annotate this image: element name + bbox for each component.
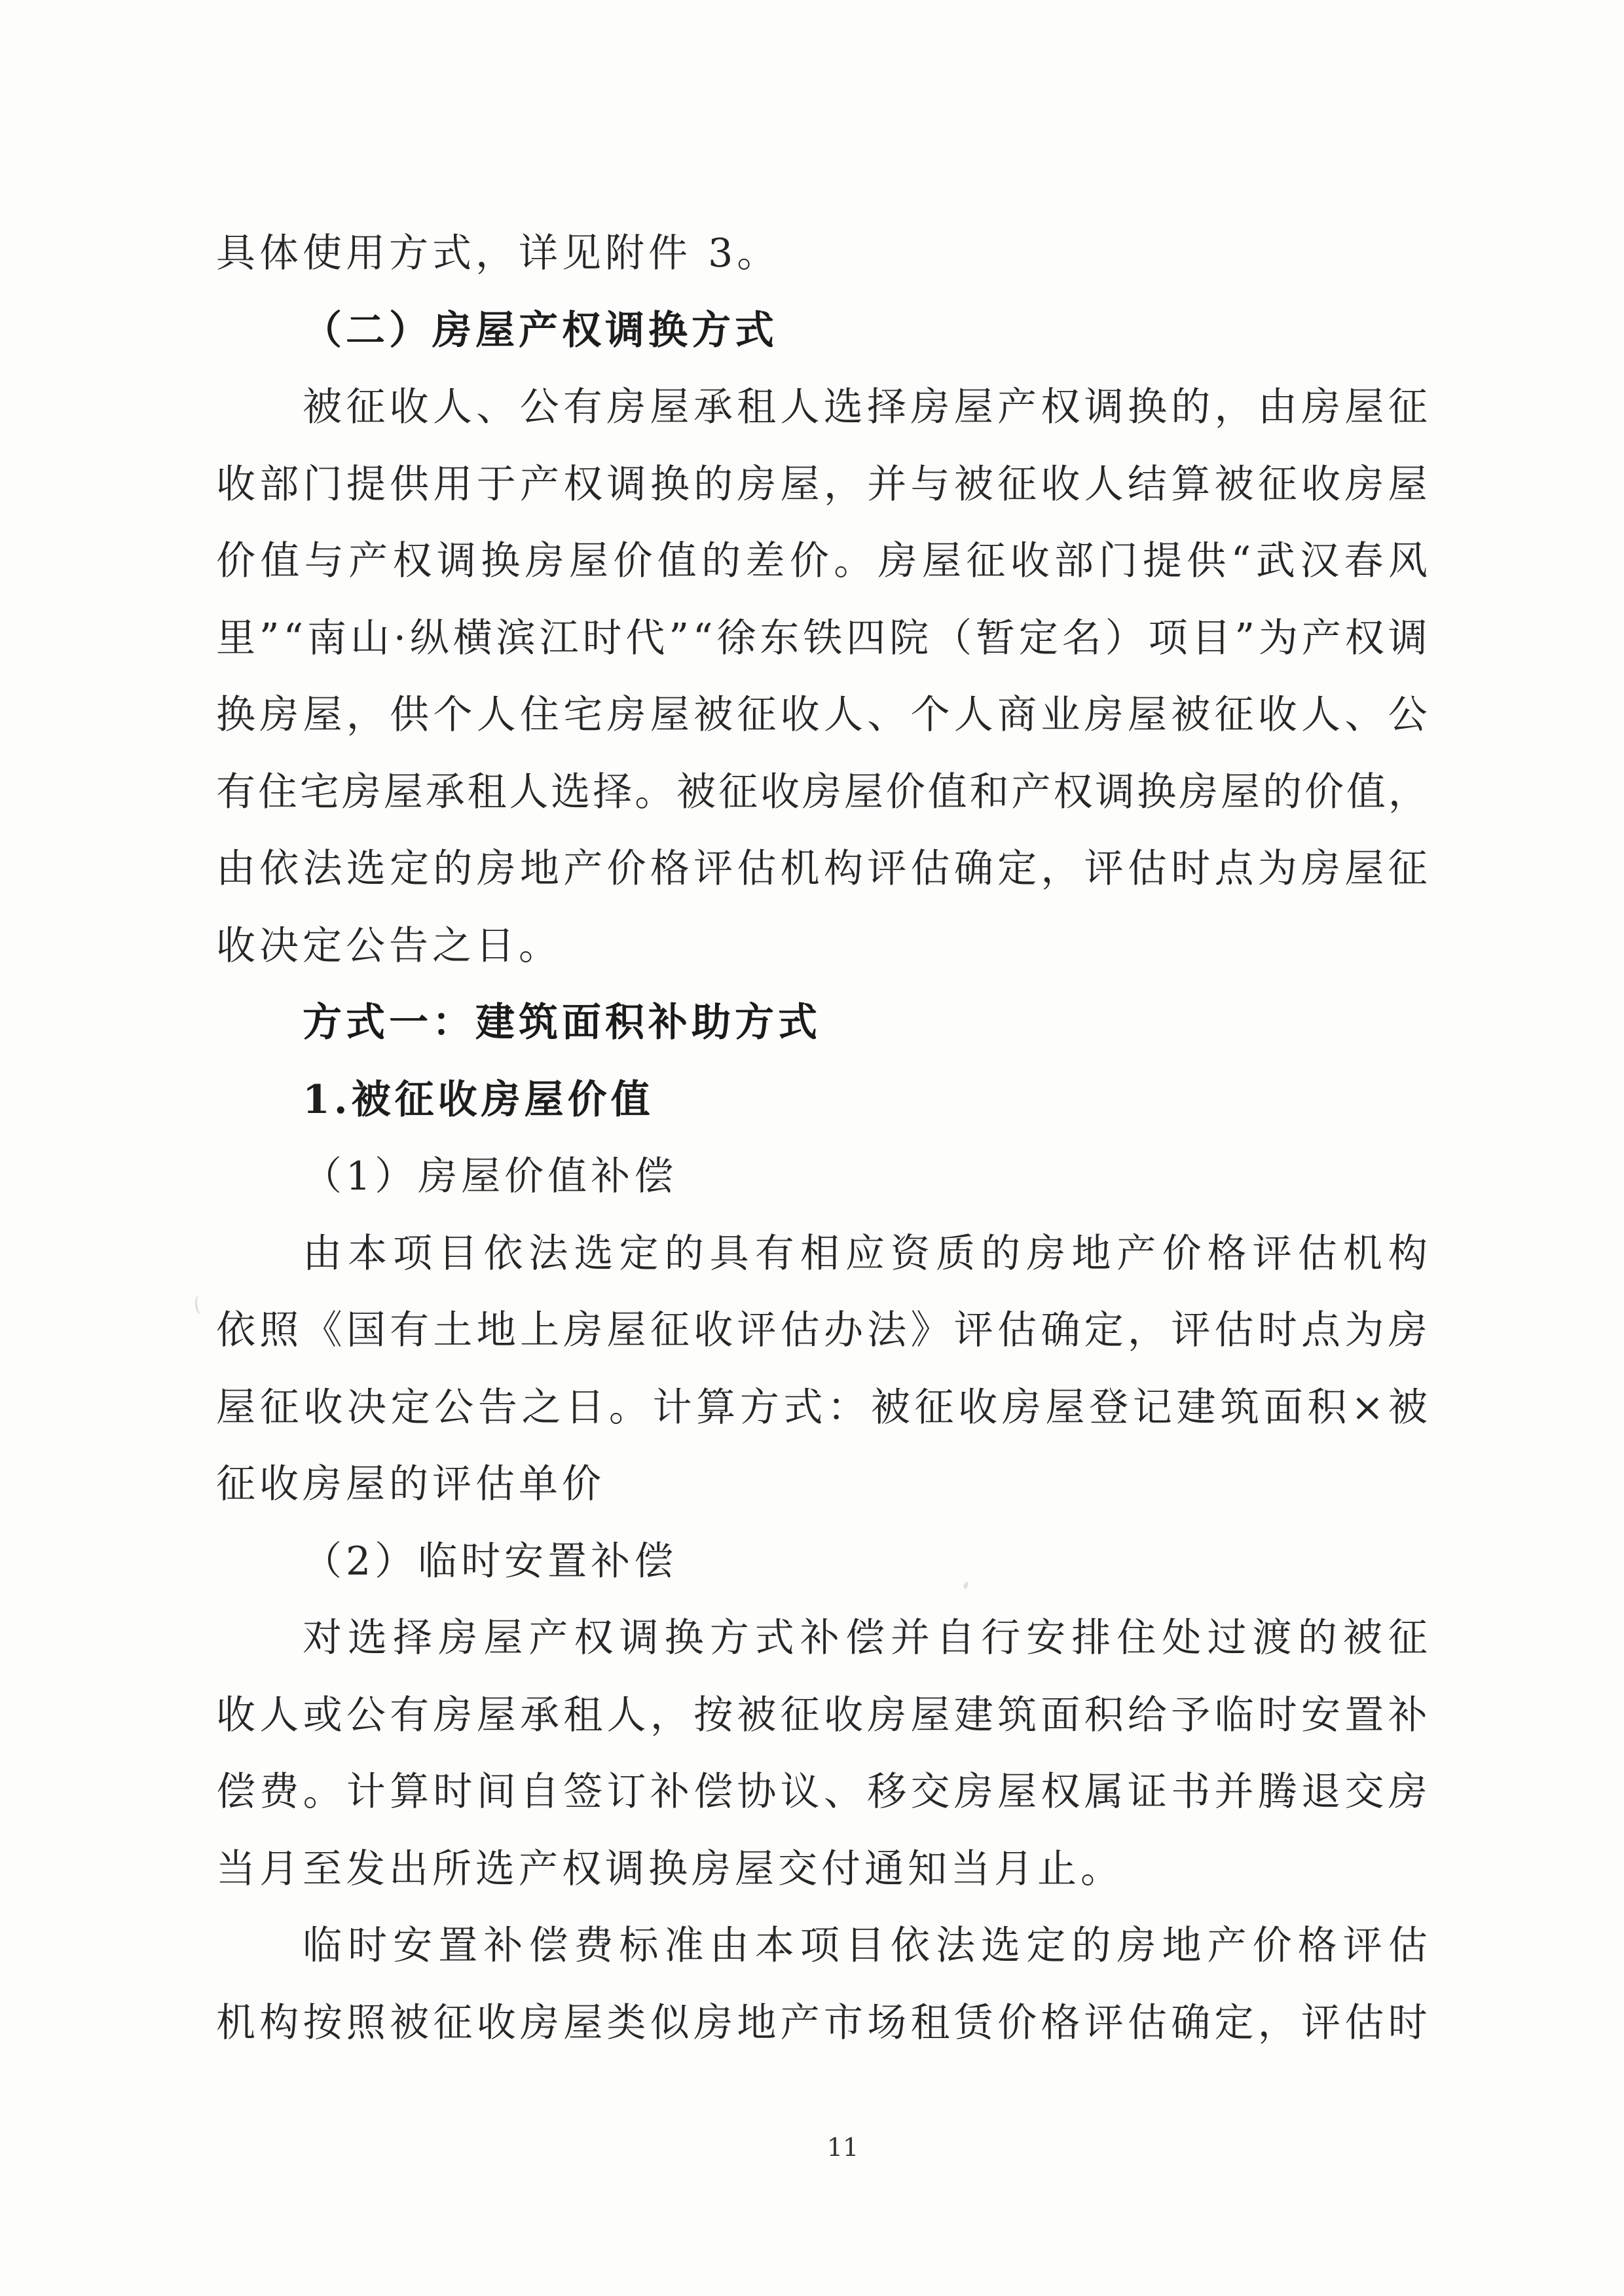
item-1-heading: 1.被征收房屋价值 <box>303 1076 654 1123</box>
page-number: 11 <box>826 2133 859 2162</box>
text-line: 屋 征 收 决 定 公 告 之 日 。 计 算 方 式 ： 被 征 收 房 屋 登 记 建 筑 面 积 × 被 <box>216 1384 1428 1430</box>
section-heading-2: （二）房屋产权调换方式 <box>303 307 778 354</box>
text-line: 收决定公告之日。 <box>216 922 562 969</box>
text-line: 偿 费 。 计 算 时 间 自 签 订 补 偿 协 议 、 移 交 房 屋 权 属 证 书 并 腾 退 交 房 <box>216 1769 1428 1815</box>
text-line: 对 选 择 房 屋 产 权 调 换 方 式 补 偿 并 自 行 安 排 住 处 过 渡 的 被 征 <box>303 1615 1428 1661</box>
text-line: 换 房 屋 ， 供 个 人 住 宅 房 屋 被 征 收 人 、 个 人 商 业 房 屋 被 征 收 人 、 公 <box>216 692 1428 738</box>
text-line: 里 ” “ 南 山 · 纵 横 滨 江 时 代 ” “ 徐 东 铁 四 院 （ 暂 定 名 ） 项 目 ” 为 产 权 调 <box>216 615 1428 661</box>
sub-item-2-label: （2）临时安置补偿 <box>303 1538 678 1584</box>
sub-item-1-label: （1）房屋价值补偿 <box>303 1154 678 1199</box>
method-one-heading: 方式一：建筑面积补助方式 <box>303 1000 821 1046</box>
text-line: 被 征 收 人 、 公 有 房 屋 承 租 人 选 择 房 屋 产 权 调 换 的 ， 由 房 屋 征 <box>303 384 1428 430</box>
text-line: 征收房屋的评估单价 <box>216 1461 605 1507</box>
text-line: 依 照 《 国 有 土 地 上 房 屋 征 收 评 估 办 法 》 评 估 确 定 ， 评 估 时 点 为 房 <box>216 1307 1428 1353</box>
text-line: 收 人 或 公 有 房 屋 承 租 人 ， 按 被 征 收 房 屋 建 筑 面 积 给 予 临 时 安 置 补 <box>216 1692 1428 1738</box>
text-line: 有 住 宅 房 屋 承 租 人 选 择 。 被 征 收 房 屋 价 值 和 产 权 调 换 房 屋 的 价 值 ， <box>216 769 1428 815</box>
text-line: 临 时 安 置 补 偿 费 标 准 由 本 项 目 依 法 选 定 的 房 地 产 价 格 评 估 <box>303 1923 1428 1969</box>
document-body <box>216 215 1428 2062</box>
text-line: 具体使用方式，详见附件 3。 <box>216 230 781 276</box>
text-line: 当月至发出所选产权调换房屋交付通知当月止。 <box>216 1846 1124 1892</box>
text-line: 价 值 与 产 权 调 换 房 屋 价 值 的 差 价 。 房 屋 征 收 部 门 提 供 “ 武 汉 春 风 <box>216 538 1428 584</box>
text-line: 收 部 门 提 供 用 于 产 权 调 换 的 房 屋 ， 并 与 被 征 收 人 结 算 被 征 收 房 屋 <box>216 461 1428 507</box>
scan-artifact <box>194 1294 208 1315</box>
text-line: 机 构 按 照 被 征 收 房 屋 类 似 房 地 产 市 场 租 赁 价 格 评 估 确 定 ， 评 估 时 <box>216 1999 1428 2046</box>
text-line: 由 依 法 选 定 的 房 地 产 价 格 评 估 机 构 评 估 确 定 ， 评 估 时 点 为 房 屋 征 <box>216 846 1428 892</box>
text-line: 由 本 项 目 依 法 选 定 的 具 有 相 应 资 质 的 房 地 产 价 格 评 估 机 构 <box>303 1230 1428 1277</box>
